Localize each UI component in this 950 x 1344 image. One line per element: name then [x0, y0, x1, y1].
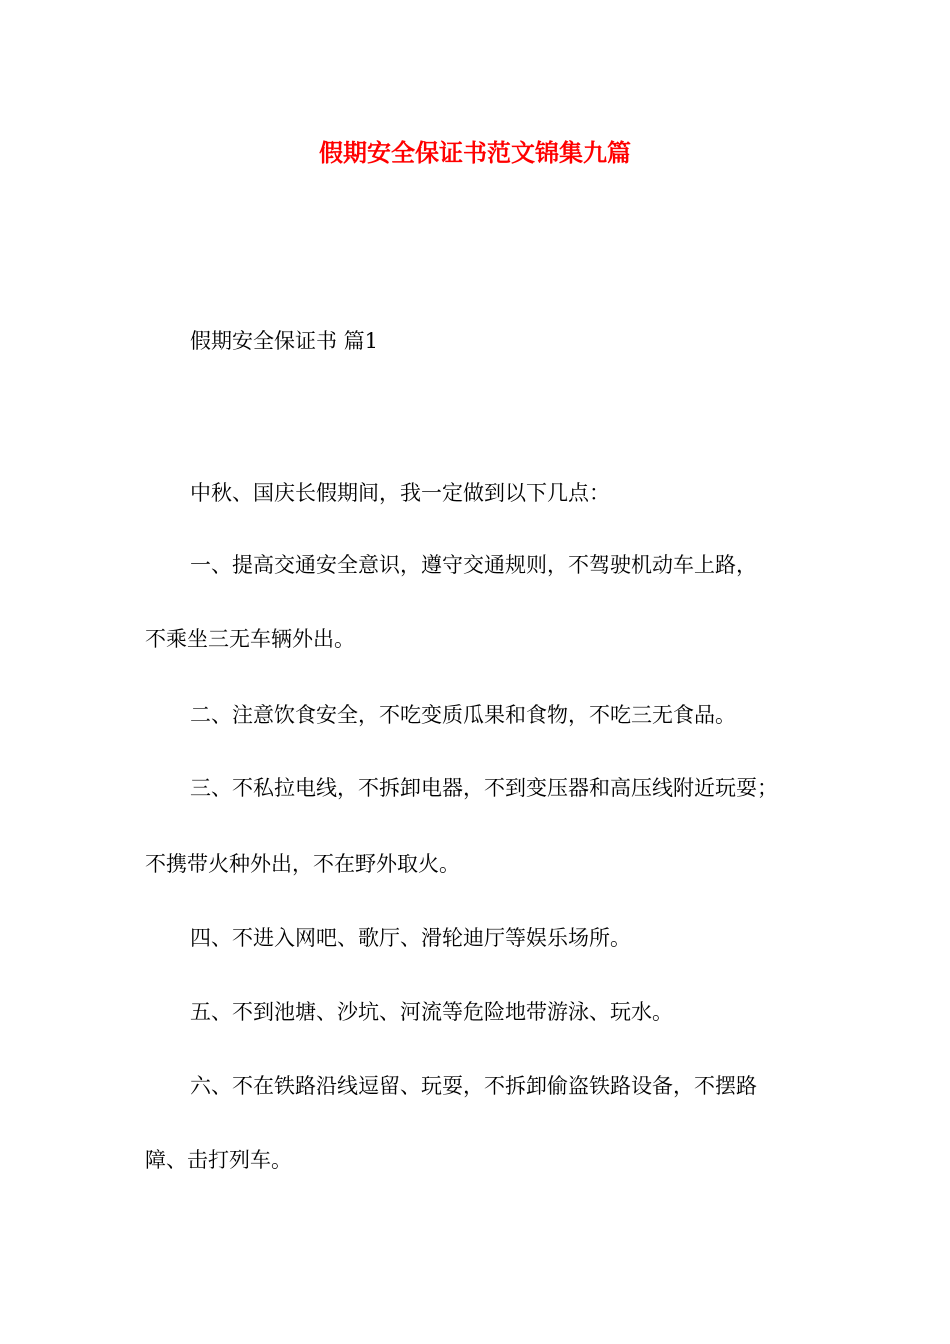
paragraph-line: 三、不私拉电线，不拆卸电器，不到变压器和高压线附近玩耍； — [190, 776, 778, 800]
paragraph-line: 六、不在铁路沿线逗留、玩耍，不拆卸偷盗铁路设备，不摆路 — [190, 1074, 757, 1098]
document-title: 假期安全保证书范文锦集九篇 — [319, 138, 631, 167]
paragraph-line: 四、不进入网吧、歌厅、滑轮迪厅等娱乐场所。 — [190, 926, 631, 950]
paragraph-line: 五、不到池塘、沙坑、河流等危险地带游泳、玩水。 — [190, 1000, 673, 1024]
paragraph-line: 二、注意饮食安全，不吃变质瓜果和食物，不吃三无食品。 — [190, 703, 736, 727]
paragraph-line: 不乘坐三无车辆外出。 — [145, 627, 355, 651]
paragraph-line: 中秋、国庆长假期间，我一定做到以下几点： — [190, 481, 610, 505]
paragraph-line: 障、击打列车。 — [145, 1148, 292, 1172]
paragraph-line: 一、提高交通安全意识，遵守交通规则，不驾驶机动车上路， — [190, 553, 757, 577]
section-heading: 假期安全保证书 篇1 — [190, 329, 379, 353]
paragraph-line: 不携带火种外出，不在野外取火。 — [145, 852, 460, 876]
